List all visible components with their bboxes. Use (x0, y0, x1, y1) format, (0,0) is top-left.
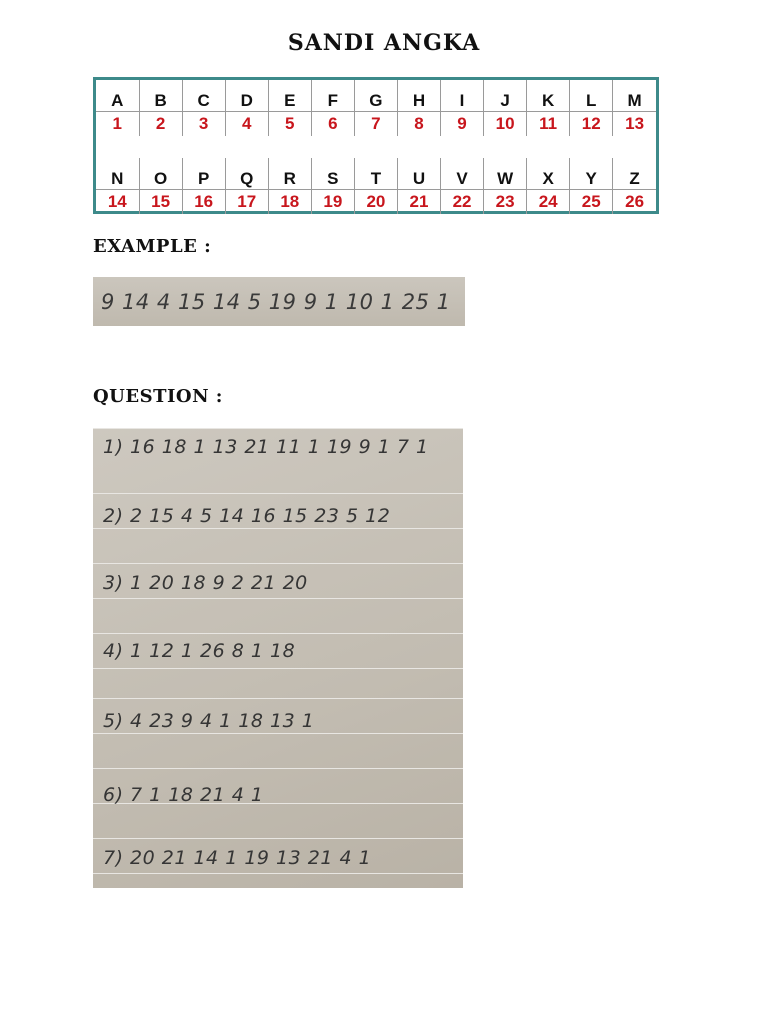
notebook-rule (93, 428, 463, 429)
cipher-number-row-2 (96, 190, 656, 215)
notebook-rule (93, 768, 463, 769)
example-photo (93, 277, 465, 326)
cipher-number: 25 (570, 190, 613, 215)
cipher-letter: B (139, 80, 182, 112)
cipher-number: 2 (139, 112, 182, 137)
cipher-number: 19 (311, 190, 354, 215)
cipher-letter: A (96, 80, 139, 112)
question-line-7: 7) 20 21 14 1 19 13 21 4 1 (103, 847, 372, 869)
cipher-letter: K (527, 80, 570, 112)
cipher-number: 21 (397, 190, 440, 215)
question-label: QUESTION : (93, 386, 223, 407)
cipher-letter: W (484, 158, 527, 190)
cipher-letter: T (354, 158, 397, 190)
cipher-number: 22 (441, 190, 484, 215)
notebook-rule (93, 668, 463, 669)
cipher-number: 20 (354, 190, 397, 215)
question-line-2: 2) 2 15 4 5 14 16 15 23 5 12 (103, 505, 391, 527)
cipher-letter: Y (570, 158, 613, 190)
notebook-rule (93, 493, 463, 494)
cipher-number: 14 (96, 190, 139, 215)
cipher-letter-row-2 (96, 158, 656, 190)
cipher-number: 10 (484, 112, 527, 137)
cipher-number: 4 (225, 112, 268, 137)
example-text: 9 14 4 15 14 5 19 9 1 10 1 25 1 (101, 290, 451, 314)
cipher-table (93, 77, 659, 214)
cipher-letter: R (268, 158, 311, 190)
cipher-letter: M (627, 91, 642, 110)
cipher-number: 18 (268, 190, 311, 215)
cipher-number: 23 (484, 190, 527, 215)
notebook-rule (93, 873, 463, 874)
notebook-rule (93, 838, 463, 839)
cipher-letter: U (397, 158, 440, 190)
cipher-letter: X (527, 158, 570, 190)
cipher-number: 8 (397, 112, 440, 137)
notebook-rule (93, 733, 463, 734)
example-label: EXAMPLE : (93, 236, 212, 257)
notebook-rule (93, 598, 463, 599)
cipher-letter: O (139, 158, 182, 190)
notebook-rule (93, 563, 463, 564)
question-line-5: 5) 4 23 9 4 1 18 13 1 (103, 710, 315, 732)
cipher-number: 1 (96, 112, 139, 137)
cipher-number: 16 (182, 190, 225, 215)
question-line-6: 6) 7 1 18 21 4 1 (103, 784, 264, 806)
question-line-1: 1) 16 18 1 13 21 11 1 19 9 1 7 1 (103, 436, 429, 458)
cipher-number: 11 (527, 112, 570, 137)
cipher-number: 13 (613, 112, 656, 137)
cipher-number: 7 (354, 112, 397, 137)
cipher-number: 26 (613, 190, 656, 215)
cipher-number-row-1 (96, 112, 656, 137)
cipher-number: 5 (268, 112, 311, 137)
cipher-number: 12 (570, 112, 613, 137)
cipher-letter: F (311, 80, 354, 112)
cipher-letter: C (182, 80, 225, 112)
cipher-number: 9 (441, 112, 484, 137)
cipher-letter: V (441, 158, 484, 190)
page-title: SANDI ANGKA (287, 30, 481, 56)
cipher-number: 24 (527, 190, 570, 215)
cipher-number: 3 (182, 112, 225, 137)
cipher-letter: N (96, 158, 139, 190)
question-line-3: 3) 1 20 18 9 2 21 20 (103, 572, 308, 594)
cipher-letter: Q (225, 158, 268, 190)
question-photo (93, 428, 463, 888)
cipher-letter: I (441, 80, 484, 112)
cipher-number: 15 (139, 190, 182, 215)
notebook-rule (93, 698, 463, 699)
cipher-number: 6 (311, 112, 354, 137)
cipher-letter: D (225, 80, 268, 112)
cipher-letter: G (354, 80, 397, 112)
cipher-spacer (96, 136, 656, 158)
cipher-letter: J (484, 80, 527, 112)
notebook-rule (93, 528, 463, 529)
cipher-letter: Z (629, 169, 640, 188)
cipher-letter: H (397, 80, 440, 112)
notebook-rule (93, 633, 463, 634)
cipher-letter: E (268, 80, 311, 112)
cipher-number: 17 (225, 190, 268, 215)
cipher-letter: L (570, 80, 613, 112)
question-line-4: 4) 1 12 1 26 8 1 18 (103, 640, 296, 662)
cipher-letter-row-1 (96, 80, 656, 112)
cipher-letter: P (182, 158, 225, 190)
cipher-letter: S (311, 158, 354, 190)
